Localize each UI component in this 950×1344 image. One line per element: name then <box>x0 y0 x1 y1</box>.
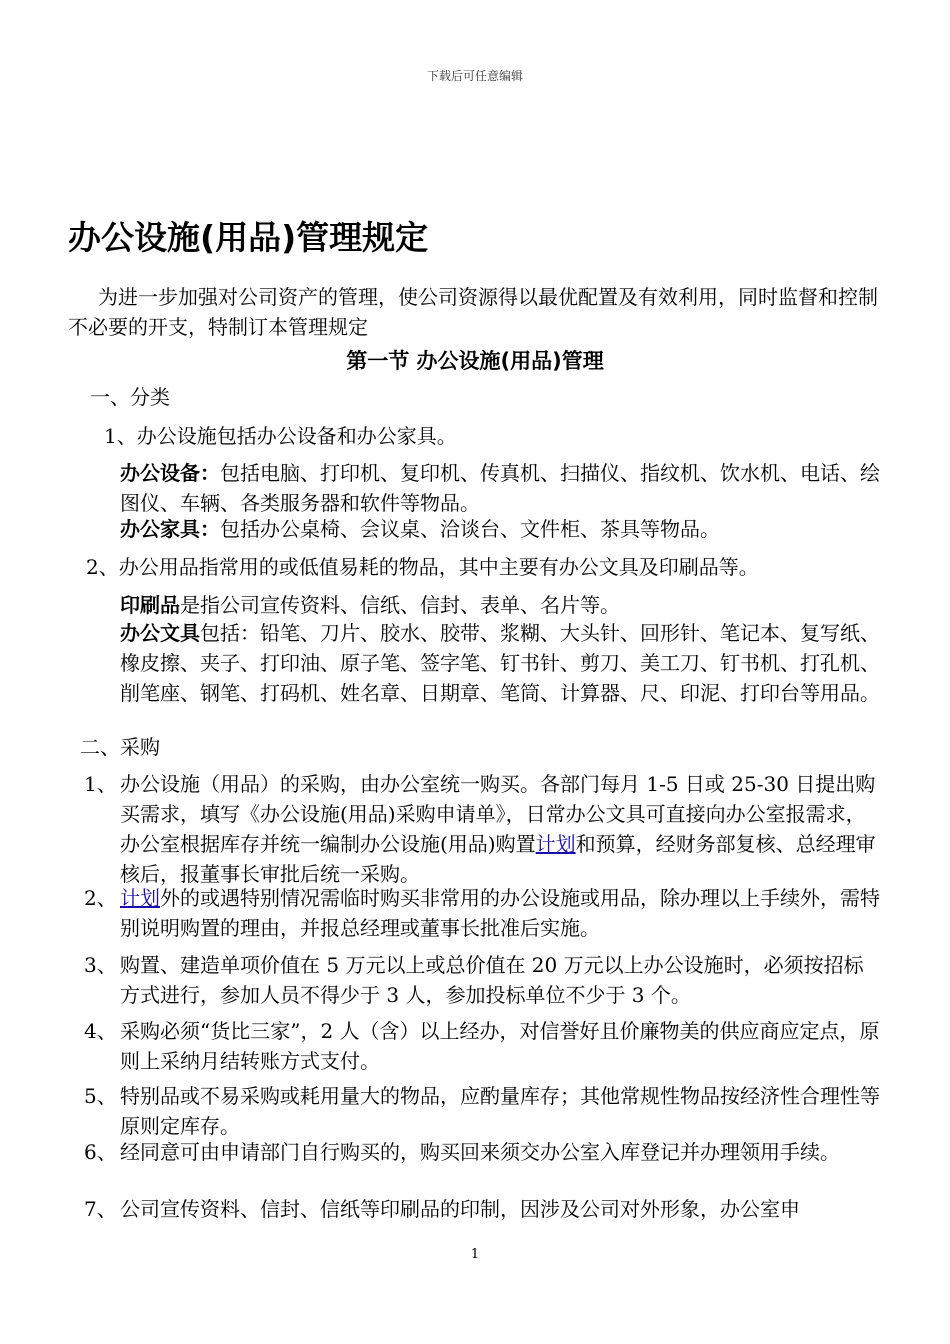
purchase-item-5-text: 特别品或不易采购或耗用量大的物品，应酌量库存；其他常规性物品按经济性合理性等原则定库存。 <box>120 1084 880 1138</box>
purchase-item-2-text: 外的或遇特别情况需临时购买非常用的办公设施或用品，除办理以上手续外，需特别说明购置的理由，并报总经理或董事长批准后实施。 <box>120 886 880 940</box>
office-equipment-paragraph <box>120 458 880 518</box>
purchase-item-1-text-a: 办公设施（用品）的采购，由办公室统一购买。各部门每月 1-5 日或 25-30 日提出购买需求，填写《办公设施(用品)采购申请单》，日常办公文具可直接向办公室报需求，办公室根据库存并统一编制办公设施(用品)购置 <box>120 772 876 856</box>
office-equipment-text: 包括电脑、打印机、复印机、传真机、扫描仪、指纹机、饮水机、电话、绘图仪、车辆、各类服务器和软件等物品。 <box>120 461 880 515</box>
purchase-item-6 <box>84 1137 882 1167</box>
purchase-item-4 <box>84 1016 882 1076</box>
classification-item-1: 1、办公设施包括办公设备和办公家具。 <box>104 424 457 448</box>
office-furniture-label: 办公家具： <box>120 517 220 541</box>
purchase-item-3-text: 购置、建造单项价值在 5 万元以上或总价值在 20 万元以上办公设施时，必须按招标方式进行，参加人员不得少于 3 人，参加投标单位不少于 3 个。 <box>120 953 864 1007</box>
purchase-item-2-number: 2、 <box>84 886 117 910</box>
plan-link-2[interactable]: 计划 <box>120 886 160 910</box>
purchase-item-6-number: 6、 <box>84 1140 117 1164</box>
purchase-heading: 二、采购 <box>80 735 160 759</box>
purchase-item-5 <box>84 1081 882 1141</box>
purchase-item-6-text: 经同意可由申请部门自行购买的，购买回来须交办公室入库登记并办理领用手续。 <box>120 1140 840 1164</box>
office-equipment-label: 办公设备： <box>120 461 220 485</box>
stationery-paragraph <box>120 618 880 708</box>
stationery-text: 包括：铅笔、刀片、胶水、胶带、浆糊、大头针、回形针、笔记本、复写纸、橡皮擦、夹子、打印油、原子笔、签字笔、钉书针、剪刀、美工刀、钉书机、打孔机、削笔座、钢笔、打码机、姓名章、日期章、笔筒、计算器、尺、印泥、打印台等用品。 <box>120 621 880 705</box>
purchase-item-4-text: 采购必须“货比三家”，2 人（含）以上经办，对信誉好且价廉物美的供应商应定点，原则上采纳月结转账方式支付。 <box>120 1019 880 1073</box>
purchase-item-2 <box>84 883 882 943</box>
classification-heading: 一、分类 <box>90 385 170 409</box>
stationery-label: 办公文具 <box>120 621 200 645</box>
office-furniture-paragraph <box>120 514 880 544</box>
purchase-item-7 <box>84 1194 882 1224</box>
purchase-item-4-number: 4、 <box>84 1019 117 1043</box>
purchase-item-5-number: 5、 <box>84 1084 117 1108</box>
printed-matter-text: 是指公司宣传资料、信纸、信封、表单、名片等。 <box>180 593 620 617</box>
office-furniture-text: 包括办公桌椅、会议桌、洽谈台、文件柜、茶具等物品。 <box>220 517 720 541</box>
section-heading: 第一节 办公设施(用品)管理 <box>346 349 604 373</box>
plan-link[interactable]: 计划 <box>535 832 576 856</box>
page-number: 1 <box>470 1247 480 1262</box>
intro-paragraph: 为进一步加强对公司资产的管理，使公司资源得以最优配置及有效利用，同时监督和控制不必要的开支，特制订本管理规定 <box>68 285 878 339</box>
printed-matter-paragraph <box>120 590 880 620</box>
purchase-item-3 <box>84 950 882 1010</box>
classification-item-2: 2、办公用品指常用的或低值易耗的物品，其中主要有办公文具及印刷品等。 <box>86 555 759 579</box>
purchase-item-1-number: 1、 <box>84 772 117 796</box>
purchase-item-7-number: 7、 <box>84 1197 117 1221</box>
purchase-item-1-text-b: 和预算，经财务部复核、总经理审核后，报董事长审批后统一采购。 <box>120 832 876 886</box>
document-title: 办公设施(用品)管理规定 <box>68 218 429 257</box>
page-header: 下载后可任意编辑 <box>426 69 523 83</box>
purchase-item-7-text: 公司宣传资料、信封、信纸等印刷品的印制，因涉及公司对外形象，办公室申 <box>120 1197 800 1221</box>
purchase-item-1 <box>84 769 882 889</box>
purchase-item-3-number: 3、 <box>84 953 117 977</box>
printed-matter-label: 印刷品 <box>120 593 180 617</box>
